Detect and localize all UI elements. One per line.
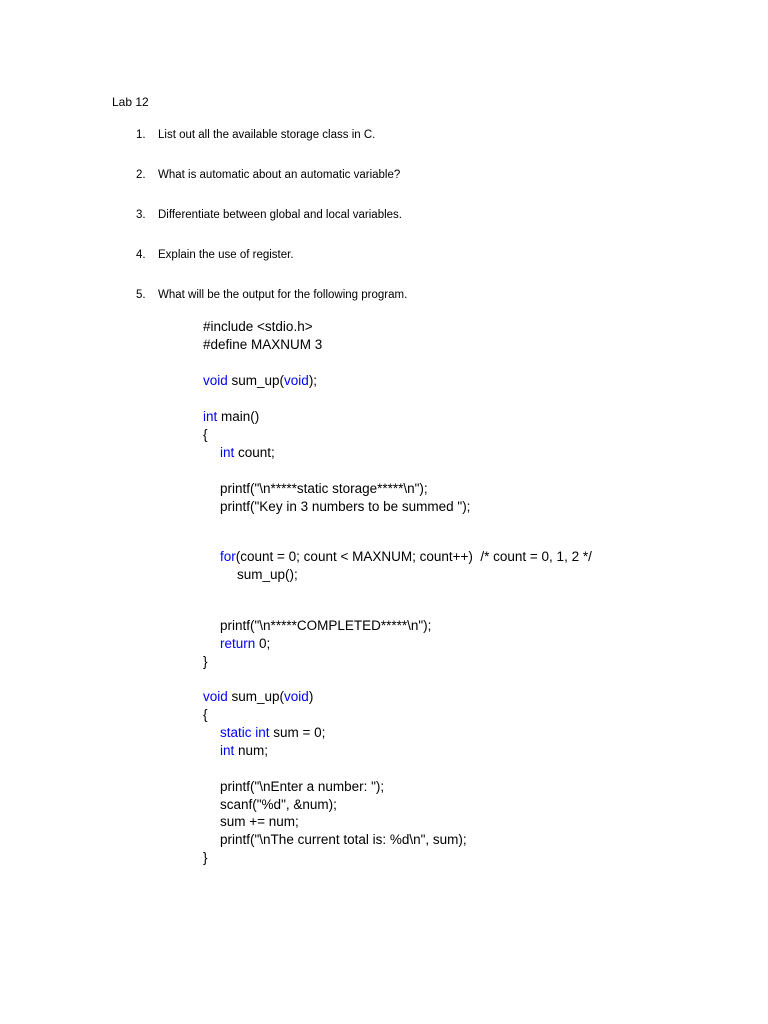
code-line bbox=[220, 480, 428, 498]
code-line bbox=[220, 548, 592, 566]
code-line bbox=[203, 653, 208, 671]
code-line bbox=[220, 831, 467, 849]
code-keyword: void bbox=[203, 689, 228, 704]
question-text: Differentiate between global and local variables. bbox=[158, 209, 402, 221]
question-1 bbox=[136, 127, 375, 143]
code-keyword: return bbox=[220, 636, 256, 651]
code-line bbox=[203, 706, 208, 724]
code-text: sum_up( bbox=[227, 689, 285, 704]
code-keyword: int bbox=[220, 743, 235, 758]
question-text: What will be the output for the following program. bbox=[158, 289, 408, 301]
question-2 bbox=[136, 167, 400, 183]
question-text: Explain the use of register. bbox=[158, 249, 294, 261]
question-number: 4. bbox=[136, 249, 146, 261]
code-line bbox=[220, 498, 470, 516]
code-keyword: int bbox=[220, 445, 235, 460]
code-text: (count = 0; count < MAXNUM; count++) /* count = 0, 1, 2 */ bbox=[235, 549, 592, 564]
code-line bbox=[220, 444, 275, 462]
code-text: ); bbox=[308, 373, 318, 388]
code-text: scanf("%d", &num); bbox=[220, 797, 337, 812]
document-title: Lab 12 bbox=[112, 95, 149, 109]
code-line bbox=[237, 566, 298, 584]
code-text: printf("Key in 3 numbers to be summed "); bbox=[220, 499, 471, 514]
code-text: 0; bbox=[255, 636, 271, 651]
code-line bbox=[220, 813, 299, 831]
code-text: { bbox=[203, 427, 208, 442]
code-text: sum = 0; bbox=[269, 725, 326, 740]
code-text: sum_up( bbox=[227, 373, 285, 388]
code-text: num; bbox=[234, 743, 269, 758]
code-keyword: static int bbox=[220, 725, 270, 740]
code-text: } bbox=[203, 654, 208, 669]
code-text: printf("\nEnter a number: "); bbox=[220, 779, 385, 794]
question-3 bbox=[136, 207, 402, 223]
code-text: sum += num; bbox=[220, 814, 299, 829]
question-number: 1. bbox=[136, 129, 146, 141]
code-line bbox=[203, 408, 259, 426]
code-text: } bbox=[203, 850, 208, 865]
code-text: count; bbox=[234, 445, 275, 460]
question-4 bbox=[136, 247, 294, 263]
code-line bbox=[203, 318, 313, 336]
code-text: ) bbox=[308, 689, 314, 704]
code-text: #define MAXNUM 3 bbox=[203, 337, 323, 352]
code-line bbox=[203, 372, 317, 390]
code-line bbox=[203, 426, 208, 444]
code-line bbox=[220, 778, 384, 796]
code-text: printf("\n*****static storage*****\n"); bbox=[220, 481, 428, 496]
code-line bbox=[220, 742, 268, 760]
code-line bbox=[220, 724, 325, 742]
code-keyword: void bbox=[284, 689, 309, 704]
code-text: printf("\n*****COMPLETED*****\n"); bbox=[220, 618, 432, 633]
question-5 bbox=[136, 287, 407, 303]
code-keyword: void bbox=[203, 373, 228, 388]
code-line bbox=[203, 336, 322, 354]
question-number: 3. bbox=[136, 209, 146, 221]
code-line bbox=[203, 688, 313, 706]
code-text: main() bbox=[217, 409, 260, 424]
code-line bbox=[220, 796, 337, 814]
code-block bbox=[203, 318, 592, 865]
code-keyword: for bbox=[220, 549, 236, 564]
code-text: printf("\nThe current total is: %d\n", sum); bbox=[220, 832, 467, 847]
question-number: 5. bbox=[136, 289, 146, 301]
code-line bbox=[220, 617, 431, 635]
code-text: #include <stdio.h> bbox=[203, 319, 313, 334]
code-keyword: void bbox=[284, 373, 309, 388]
code-text: sum_up(); bbox=[237, 567, 298, 582]
question-text: What is automatic about an automatic variable? bbox=[158, 169, 401, 181]
code-line bbox=[220, 635, 270, 653]
code-text: { bbox=[203, 707, 208, 722]
question-number: 2. bbox=[136, 169, 146, 181]
code-keyword: int bbox=[203, 409, 218, 424]
code-line bbox=[203, 849, 208, 867]
question-text: List out all the available storage class in C. bbox=[158, 129, 376, 141]
